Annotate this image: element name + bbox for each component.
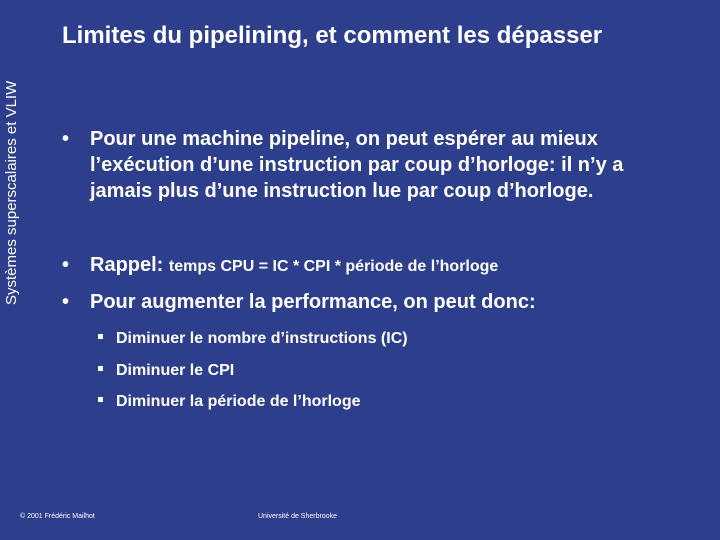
bullet-text: Pour une machine pipeline, on peut espérer au mieux l’exécution d’une instruction par coup d’horloge: il n’y a jamais plus d’une instruction lue par coup d’horloge. bbox=[90, 128, 624, 202]
bullet-text bbox=[90, 252, 662, 280]
sub-bullet-item bbox=[98, 360, 234, 382]
bullet-glyph: • bbox=[62, 254, 70, 276]
side-title: Systèmes superscalaires et VLIW bbox=[3, 80, 20, 305]
sub-bullet-text: Diminuer la période de l’horloge bbox=[116, 393, 361, 410]
square-bullet-icon bbox=[98, 397, 103, 402]
sub-bullet-text: Diminuer le CPI bbox=[116, 362, 235, 379]
square-bullet-icon bbox=[98, 366, 103, 371]
bullet-glyph: • bbox=[62, 128, 70, 150]
footer-copyright: © 2001 Frédéric Mailhot bbox=[20, 513, 95, 520]
square-bullet-icon bbox=[98, 334, 103, 339]
bullet-item bbox=[62, 126, 662, 204]
slide-title: Limites du pipelining, et comment les dépasser bbox=[62, 22, 603, 49]
bullet-item bbox=[62, 289, 662, 315]
bullet-item bbox=[62, 252, 662, 280]
sub-bullet-item bbox=[98, 391, 360, 413]
bullet-label: Rappel: bbox=[90, 254, 169, 276]
bullet-glyph: • bbox=[62, 291, 70, 313]
footer-institution: Université de Sherbrooke bbox=[258, 513, 337, 520]
sub-bullet-text: Diminuer le nombre d’instructions (IC) bbox=[116, 330, 408, 347]
bullet-text: Pour augmenter la performance, on peut donc: bbox=[90, 291, 536, 313]
sub-bullet-item bbox=[98, 328, 408, 350]
cpu-time-formula: temps CPU = IC * CPI * période de l’horloge bbox=[168, 258, 499, 275]
